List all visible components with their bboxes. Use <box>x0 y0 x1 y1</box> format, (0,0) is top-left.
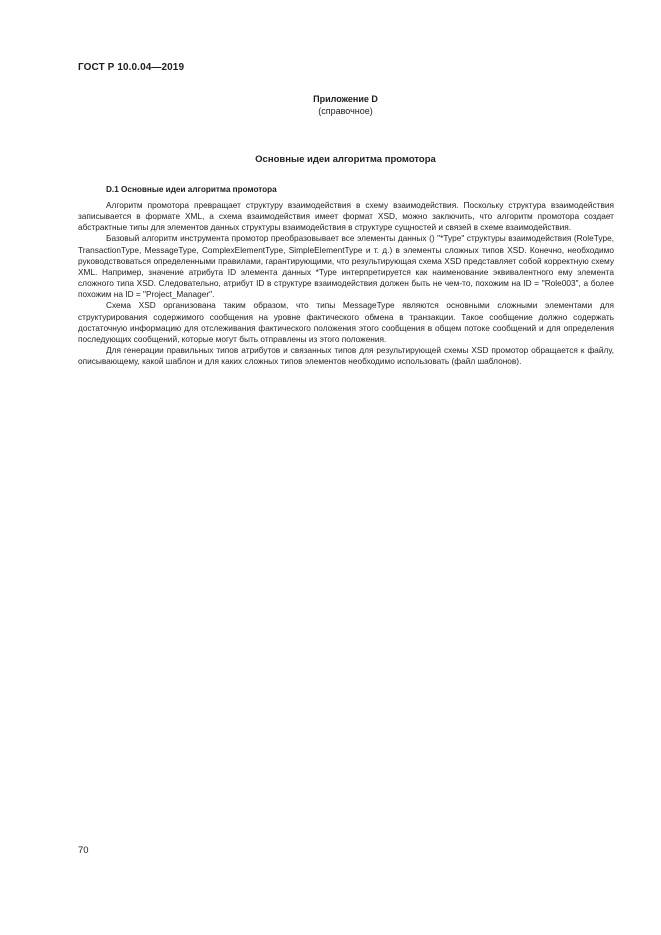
section-title <box>0 154 661 165</box>
paragraph: Схема XSD организована таким образом, что типы MessageType являются основными сложными элементами для структурирования содержимого сообщения на уровне фактического обмена в транзакции. Такое сообщение должно содержать достаточную информацию для отслеживания фактического положения этого сообщения в общем потоке сообщений и для определения последующих сообщений, которые могут быть отправлены из этого положения. <box>78 300 614 344</box>
paragraph: Базовый алгоритм инструмента промотор преобразовывает все элементы данных () "*Type" структуры взаимодействия (RoleType, TransactionType, MessageType, ComplexElementType, SimpleElementType и т. д.) в элементы сложных типов XSD. Конечно, необходимо руководствоваться определенными правилами, гарантирующими, что результирующая схема XSD представляет собой корректную схему XML. Например, значение атрибута ID элементa данных *Type интерпретируется как наименование эквивалентного ему элемента сложного типа XSD. Следовательно, атрибут ID в структуре взаимодействия должен быть не чем-то, похожим на ID = "Role003", а более похожим на ID = "Project_Manager". <box>78 233 614 300</box>
body-text <box>78 200 614 367</box>
annex-subtitle: (справочное) <box>318 106 373 116</box>
section-title-text: Основные идеи алгоритма промотора <box>255 154 436 165</box>
paragraph: Для генерации правильных типов атрибутов и связанных типов для результирующей схемы XSD промотор обращается к файлу, описывающему, какой шаблон и для каких сложных типов элементов необходимо использовать (файл шаблонов). <box>78 345 614 367</box>
annex-heading <box>0 93 661 117</box>
page-number: 70 <box>78 845 89 856</box>
document-header: ГОСТ Р 10.0.04—2019 <box>78 62 185 73</box>
annex-title: Приложение D <box>313 94 378 104</box>
paragraph: Алгоритм промотора превращает структуру взаимодействия в схему взаимодействия. Поскольку структура взаимодействия записывается в формате XML, а схема взаимодействия имеет формат XSD, можно заключить, что алгоритм промотора создает абстрактные типы для элементов данных структуры взаимодействия в структуре сущностей и связей в схеме взаимодействия. <box>78 200 614 233</box>
subsection-title: D.1 Основные идеи алгоритма промотора <box>106 185 277 194</box>
